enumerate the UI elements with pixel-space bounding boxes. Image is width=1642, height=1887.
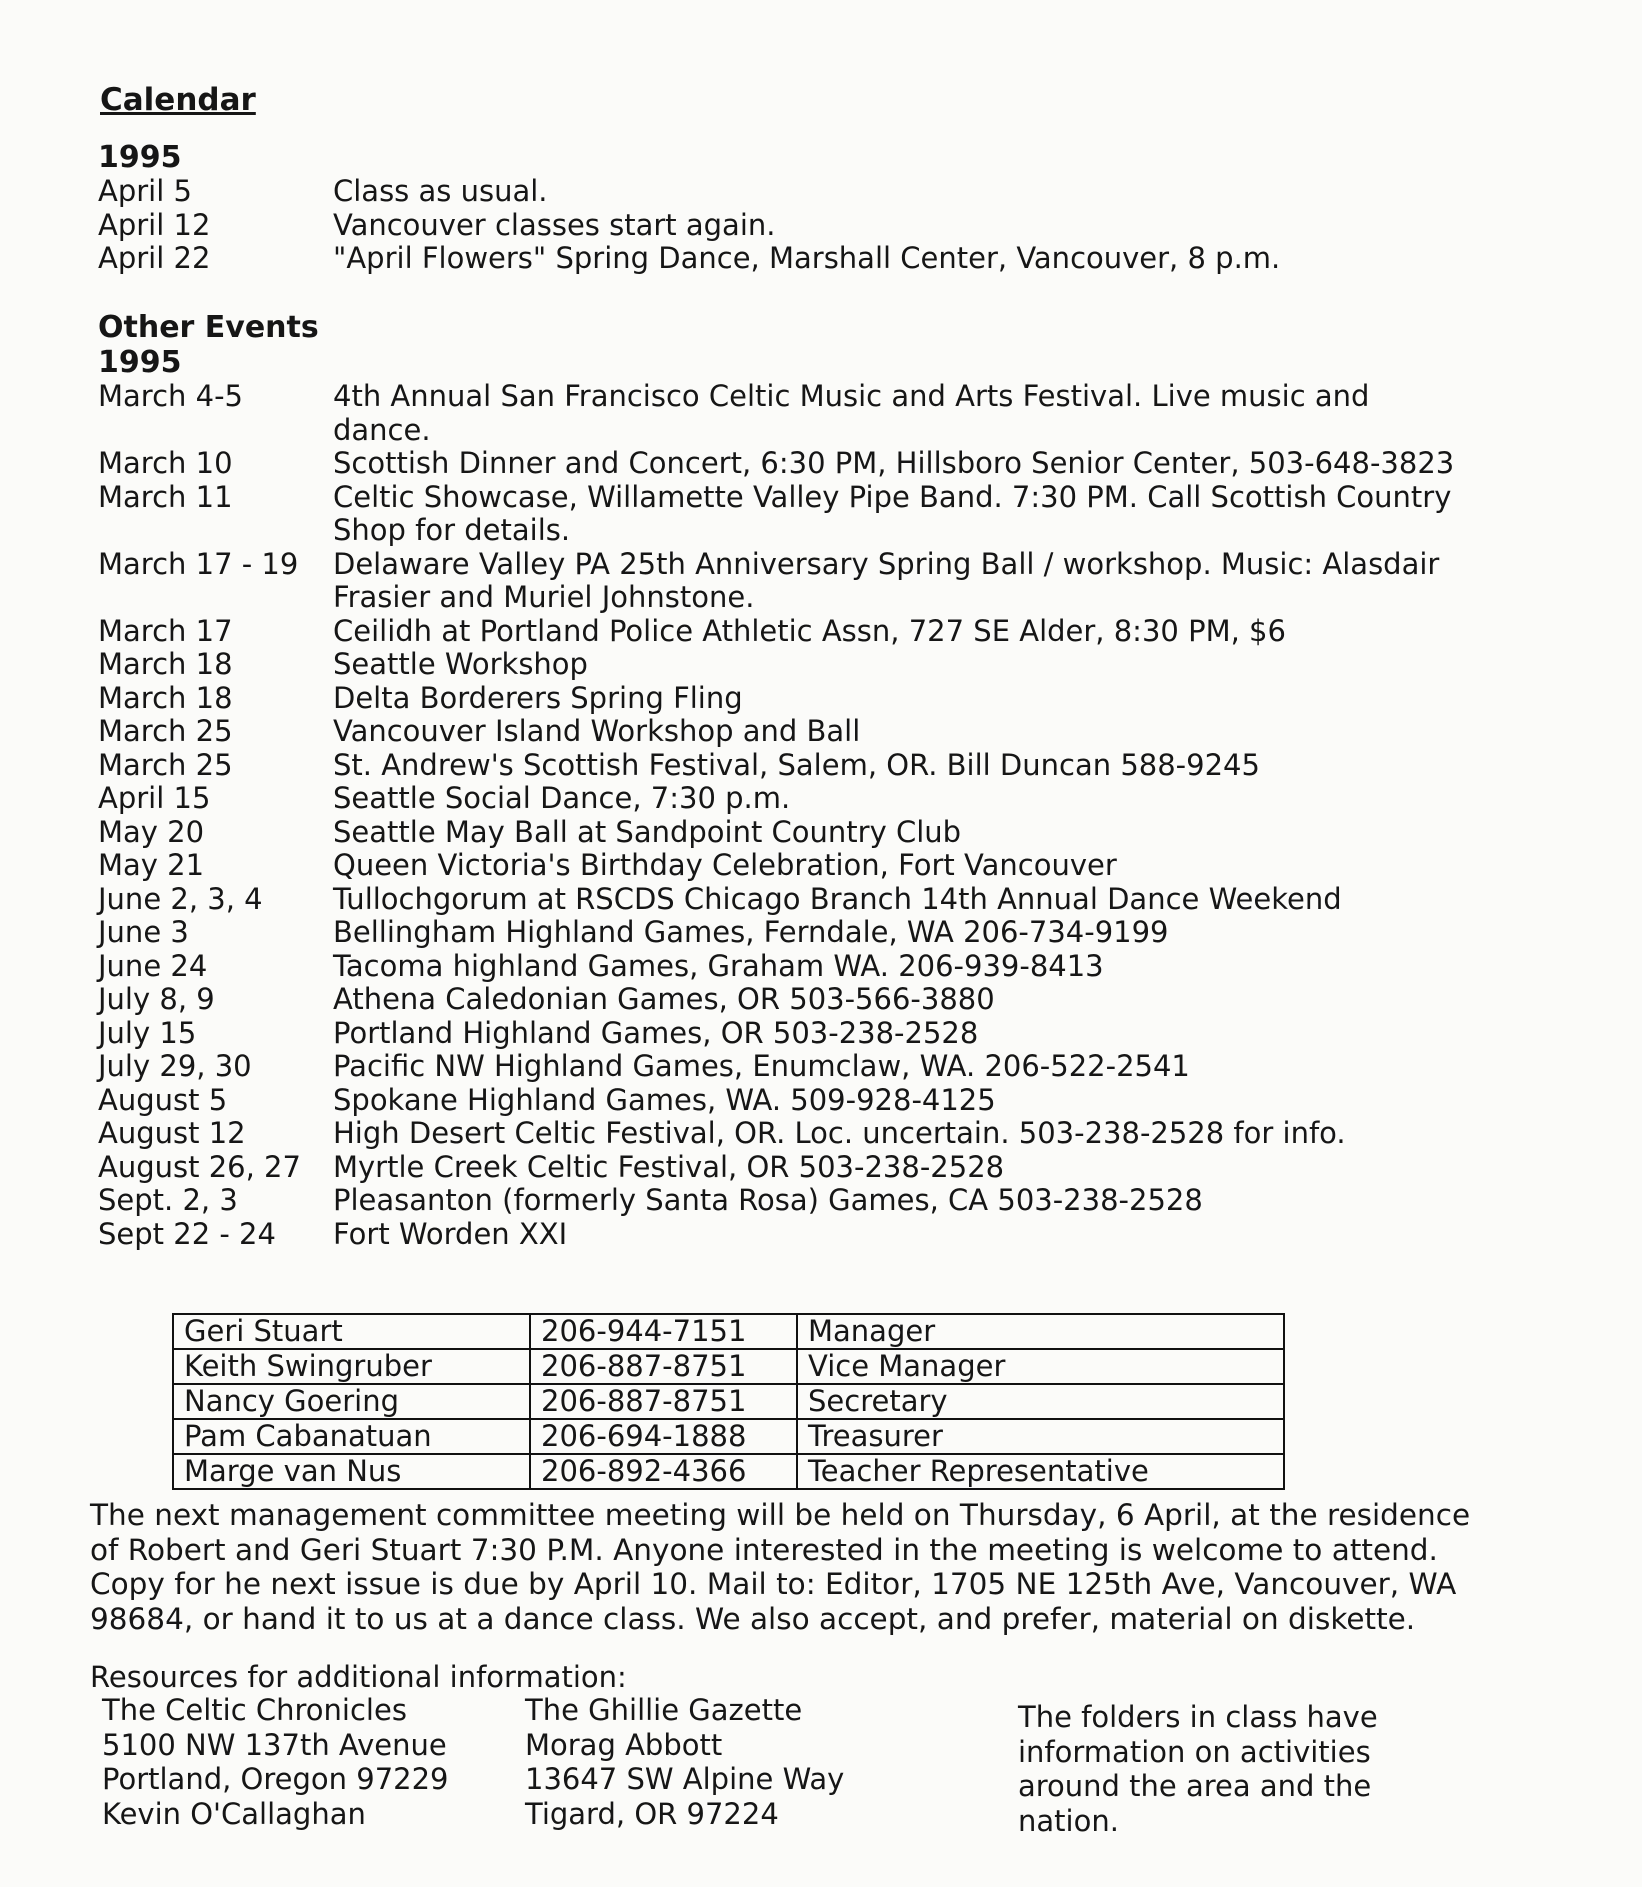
event-description: Scottish Dinner and Concert, 6:30 PM, Hillsboro Senior Center, 503-648-3823 — [333, 446, 1455, 480]
event-description: Tacoma highland Games, Graham WA. 206-939-8413 — [333, 948, 1104, 983]
event-description: Spokane Highland Games, WA. 509-928-4125 — [333, 1082, 996, 1117]
event-row — [98, 1117, 1463, 1151]
committee-name: Geri Stuart — [173, 1314, 530, 1349]
event-row — [98, 983, 1463, 1017]
event-date: July 15 — [98, 1015, 197, 1050]
event-description: Ceilidh at Portland Police Athletic Assn, 727 SE Alder, 8:30 PM, $6 — [333, 613, 1286, 648]
resource-line: Portland, Oregon 97229 — [102, 1762, 449, 1796]
calendar-section — [98, 140, 1463, 276]
event-date: March 18 — [98, 647, 233, 681]
event-row — [98, 782, 1463, 816]
event-row — [98, 849, 1463, 883]
event-date: Sept. 2, 3 — [98, 1183, 238, 1217]
event-row — [98, 1017, 1463, 1051]
event-description: Queen Victoria's Birthday Celebration, Fort Vancouver — [333, 848, 1117, 882]
event-date: March 25 — [98, 714, 233, 748]
event-row — [98, 916, 1463, 950]
event-description: Athena Caledonian Games, OR 503-566-3880 — [333, 982, 995, 1016]
event-description: Pleasanton (formerly Santa Rosa) Games, CA 503-238-2528 — [333, 1183, 1203, 1217]
event-description: Vancouver Island Workshop and Ball — [333, 714, 861, 748]
meeting-paragraph: The next management committee meeting will be held on Thursday, 6 April, at the residence of Robert and Geri Stuart 7:30 P.M. Anyone interested in the meeting is welcome to attend. Copy for he next issue is due by April 10. Mail to: Editor, 1705 NE 125th Ave, Vancouver, WA 98684, or hand it to us at a dance class. We also accept, and prefer, material on diskette. — [90, 1498, 1471, 1636]
event-description: 4th Annual San Francisco Celtic Music and Arts Festival. Live music and dance. — [333, 379, 1370, 447]
event-description: Bellingham Highland Games, Ferndale, WA 206-734-9199 — [333, 915, 1169, 949]
event-row — [98, 1184, 1463, 1218]
event-date: July 29, 30 — [98, 1049, 252, 1083]
event-row — [98, 883, 1463, 917]
committee-row — [173, 1419, 1284, 1454]
committee-row — [173, 1454, 1284, 1489]
committee-phone: 206-944-7151 — [530, 1314, 797, 1349]
committee-phone: 206-892-4366 — [530, 1454, 797, 1489]
event-date: March 25 — [98, 747, 233, 782]
event-row — [98, 1218, 1463, 1252]
event-date: March 17 — [98, 613, 233, 648]
resource-line: The Ghillie Gazette — [525, 1693, 803, 1727]
event-row — [98, 175, 1463, 209]
event-date: July 8, 9 — [98, 982, 215, 1016]
committee-role: Secretary — [797, 1384, 1284, 1419]
resource-line: The Celtic Chronicles — [102, 1693, 407, 1727]
committee-role: Teacher Representative — [797, 1454, 1284, 1489]
event-date: May 20 — [98, 814, 205, 849]
event-date: March 10 — [98, 446, 233, 480]
resource-line: 5100 NW 137th Avenue — [102, 1727, 447, 1762]
committee-phone: 206-887-8751 — [530, 1349, 797, 1384]
other-events-section — [98, 310, 1463, 1251]
resource-ghillie-gazette — [525, 1693, 844, 1831]
committee-row — [173, 1349, 1284, 1384]
event-description: Class as usual. — [333, 174, 548, 208]
committee-role: Manager — [797, 1314, 1284, 1349]
event-description: Seattle May Ball at Sandpoint Country Club — [333, 814, 962, 849]
resource-line: The folders in class have — [1018, 1700, 1378, 1734]
event-description: Seattle Social Dance, 7:30 p.m. — [333, 781, 791, 815]
committee-phone: 206-887-8751 — [530, 1384, 797, 1419]
resource-folders-note — [1018, 1700, 1378, 1838]
event-row — [98, 648, 1463, 682]
event-date: April 15 — [98, 781, 211, 815]
calendar-year: 1995 — [98, 140, 182, 175]
resources-label: Resources for additional information: — [90, 1660, 627, 1694]
event-date: April 12 — [98, 207, 211, 242]
calendar-event-list — [98, 175, 1463, 276]
committee-name: Nancy Goering — [173, 1384, 530, 1419]
committee-name: Keith Swingruber — [173, 1349, 530, 1384]
resource-line: Tigard, OR 97224 — [525, 1796, 779, 1831]
event-row — [98, 1151, 1463, 1185]
committee-role: Vice Manager — [797, 1349, 1284, 1384]
event-row — [98, 715, 1463, 749]
resource-celtic-chronicles — [102, 1693, 449, 1831]
event-description: Delaware Valley PA 25th Anniversary Spring Ball / workshop. Music: Alasdair Frasier and Muriel Johnstone. — [333, 546, 1440, 614]
event-row — [98, 682, 1463, 716]
resource-line: 13647 SW Alpine Way — [525, 1762, 845, 1796]
event-description: Seattle Workshop — [333, 647, 588, 681]
event-date: March 4-5 — [98, 379, 243, 413]
event-date: April 5 — [98, 174, 192, 208]
committee-phone: 206-694-1888 — [530, 1419, 797, 1454]
event-row — [98, 1050, 1463, 1084]
event-row — [98, 1084, 1463, 1118]
event-description: Fort Worden XXI — [333, 1216, 568, 1251]
event-date: June 2, 3, 4 — [98, 881, 263, 916]
event-row — [98, 209, 1463, 243]
event-row — [98, 615, 1463, 649]
committee-row — [173, 1384, 1284, 1419]
event-row — [98, 749, 1463, 783]
committee-name: Pam Cabanatuan — [173, 1419, 530, 1454]
event-date: Sept 22 - 24 — [98, 1216, 276, 1251]
event-description: Portland Highland Games, OR 503-238-2528 — [333, 1015, 979, 1050]
resource-line: nation. — [1018, 1803, 1119, 1838]
event-row — [98, 548, 1463, 615]
resource-line: Morag Abbott — [525, 1727, 723, 1762]
event-row — [98, 481, 1463, 548]
event-description: Vancouver classes start again. — [333, 207, 776, 242]
event-date: June 3 — [98, 915, 189, 949]
event-description: High Desert Celtic Festival, OR. Loc. uncertain. 503-238-2528 for info. — [333, 1116, 1346, 1150]
event-description: Tullochgorum at RSCDS Chicago Branch 14th Annual Dance Weekend — [333, 881, 1342, 916]
event-description: Delta Borderers Spring Fling — [333, 680, 743, 715]
event-row — [98, 242, 1463, 276]
event-description: "April Flowers" Spring Dance, Marshall Center, Vancouver, 8 p.m. — [333, 241, 1281, 275]
other-events-title: Other Events — [98, 310, 319, 345]
committee-role: Treasurer — [797, 1419, 1284, 1454]
event-description: Celtic Showcase, Willamette Valley Pipe Band. 7:30 PM. Call Scottish Country Shop for details. — [333, 479, 1452, 547]
event-row — [98, 950, 1463, 984]
event-date: May 21 — [98, 848, 205, 882]
event-date: June 24 — [98, 948, 208, 983]
committee-name: Marge van Nus — [173, 1454, 530, 1489]
resource-line: information on activities — [1018, 1734, 1371, 1769]
event-description: St. Andrew's Scottish Festival, Salem, OR. Bill Duncan 588-9245 — [333, 747, 1260, 782]
event-date: March 17 - 19 — [98, 546, 299, 581]
other-events-list — [98, 380, 1463, 1251]
committee-row — [173, 1314, 1284, 1349]
committee-table — [172, 1313, 1285, 1490]
other-events-year: 1995 — [98, 345, 182, 380]
event-row — [98, 816, 1463, 850]
event-date: April 22 — [98, 241, 211, 275]
event-description: Myrtle Creek Celtic Festival, OR 503-238-2528 — [333, 1149, 1005, 1184]
calendar-heading: Calendar — [100, 82, 256, 118]
event-date: August 5 — [98, 1082, 228, 1117]
event-row — [98, 447, 1463, 481]
event-row — [98, 380, 1463, 447]
resource-line: around the area and the — [1018, 1769, 1372, 1803]
event-date: August 12 — [98, 1116, 246, 1150]
event-date: March 18 — [98, 680, 233, 715]
event-date: March 11 — [98, 479, 233, 514]
resource-line: Kevin O'Callaghan — [102, 1796, 366, 1831]
event-date: August 26, 27 — [98, 1149, 301, 1184]
event-description: Pacific NW Highland Games, Enumclaw, WA. 206-522-2541 — [333, 1049, 1190, 1083]
